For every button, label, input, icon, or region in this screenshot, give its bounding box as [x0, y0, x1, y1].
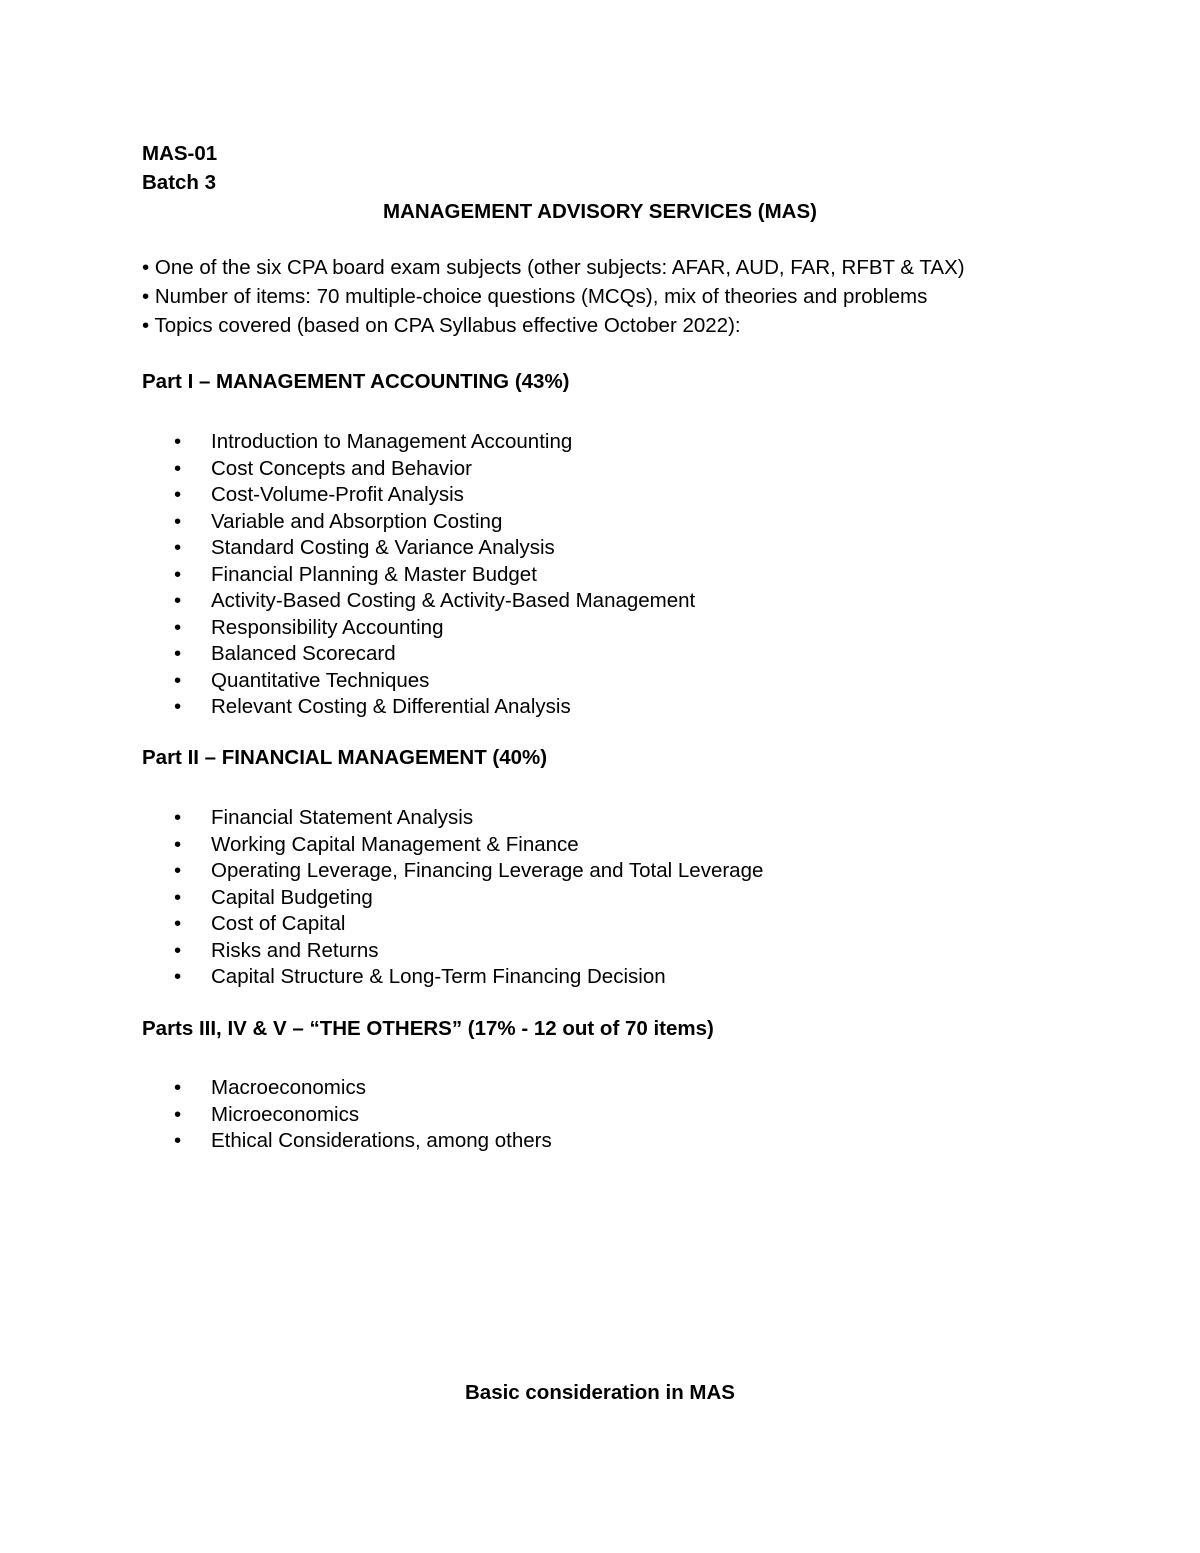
bullet-icon: • [174, 912, 182, 935]
page-title: MANAGEMENT ADVISORY SERVICES (MAS) [383, 200, 817, 223]
section-heading-part-1: Part I – MANAGEMENT ACCOUNTING (43%) [142, 370, 570, 393]
bullet-icon: • [174, 1129, 182, 1152]
intro-bullet-2: • Number of items: 70 multiple-choice questions (MCQs), mix of theories and problems [142, 285, 928, 308]
list-item: • Standard Costing & Variance Analysis [174, 536, 555, 559]
list-item: • Balanced Scorecard [174, 642, 396, 665]
bullet-icon: • [174, 1076, 182, 1099]
list-item: • Operating Leverage, Financing Leverage and Total Leverage [174, 859, 764, 882]
bullet-icon: • [174, 509, 182, 533]
batch-label: Batch 3 [142, 171, 217, 194]
bullet-icon: • [174, 695, 182, 718]
list-item: • Capital Structure & Long-Term Financing Decision [174, 965, 666, 988]
document-code: MAS-01 [142, 142, 218, 165]
section-heading-part-2: Part II – FINANCIAL MANAGEMENT (40%) [142, 746, 548, 769]
bullet-icon: • [174, 456, 182, 480]
bullet-icon: • [174, 885, 182, 909]
intro-bullet-1: • One of the six CPA board exam subjects (other subjects: AFAR, AUD, FAR, RFBT & TAX) [142, 256, 965, 279]
topic-list-part-2 [0, 806, 1200, 992]
list-item: • Macroeconomics [174, 1076, 366, 1099]
list-item: • Cost of Capital [174, 912, 346, 935]
bullet-icon: • [174, 668, 182, 692]
bullet-icon: • [174, 965, 182, 988]
topic-list-parts-3-5 [0, 1076, 1200, 1156]
bullet-icon: • [174, 615, 182, 639]
bullet-icon: • [174, 642, 182, 665]
intro-bullet-3: • Topics covered (based on CPA Syllabus effective October 2022): [142, 314, 741, 337]
bullet-icon: • [174, 536, 182, 559]
topic-list-part-1 [0, 430, 1200, 722]
list-item: • Cost Concepts and Behavior [174, 456, 472, 480]
list-item: • Activity-Based Costing & Activity-Based Management [174, 589, 696, 612]
list-item: • Cost-Volume-Profit Analysis [174, 483, 464, 506]
list-item: • Working Capital Management & Finance [174, 832, 579, 856]
list-item: • Responsibility Accounting [174, 615, 444, 639]
list-item: • Relevant Costing & Differential Analysis [174, 695, 571, 718]
list-item: • Risks and Returns [174, 938, 379, 962]
list-item: • Financial Planning & Master Budget [174, 562, 537, 586]
list-item: • Microeconomics [174, 1102, 360, 1126]
list-item: • Quantitative Techniques [174, 668, 430, 692]
bullet-icon: • [174, 430, 182, 453]
bullet-icon: • [174, 562, 182, 586]
bullet-icon: • [174, 483, 182, 506]
list-item: • Financial Statement Analysis [174, 806, 474, 829]
section-heading-parts-3-5: Parts III, IV & V – “THE OTHERS” (17% - 12 out of 70 items) [142, 1017, 714, 1040]
list-item: • Capital Budgeting [174, 885, 373, 909]
bullet-icon: • [174, 589, 182, 612]
list-item: • Introduction to Management Accounting [174, 430, 573, 453]
footer-heading: Basic consideration in MAS [465, 1381, 735, 1404]
bullet-icon: • [174, 938, 182, 962]
bullet-icon: • [174, 1102, 182, 1126]
list-item: • Ethical Considerations, among others [174, 1129, 552, 1152]
bullet-icon: • [174, 832, 182, 856]
bullet-icon: • [174, 859, 182, 882]
bullet-icon: • [174, 806, 182, 829]
list-item: • Variable and Absorption Costing [174, 509, 503, 533]
